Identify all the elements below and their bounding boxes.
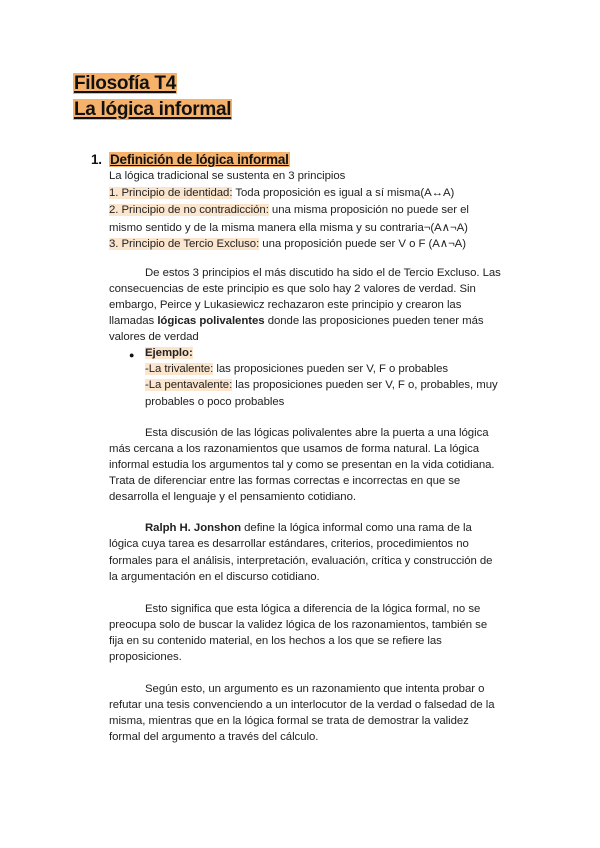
paragraph-line: desarrolla el lenguaje y el pensamiento cotidiano. — [109, 491, 356, 503]
paragraph-line: formales para el análisis, interpretación, evaluación, crítica y construcción de — [109, 555, 493, 567]
paragraph-line: Esta discusión de las lógicas polivalentes abre la puerta a una lógica — [145, 427, 489, 439]
paragraph-line: formal del argumento a través del cálculo. — [109, 731, 319, 743]
principle-2-continued: mismo sentido y de la misma manera ella misma y su contraria¬(A∧¬A) — [109, 222, 468, 234]
principle-1: 1. Principio de identidad: Toda proposición es igual a sí misma(A↔A) — [109, 187, 455, 199]
example-item-2: -La pentavalente: las proposiciones pueden ser V, F o, probables, muy — [145, 379, 498, 391]
example-item-2-continued: probables o poco probables — [145, 396, 285, 408]
bullet-icon: ● — [129, 350, 135, 360]
example-label: Ejemplo: — [145, 347, 193, 359]
paragraph-line: misma, mientras que en la lógica formal se trata de demostrar la validez — [109, 715, 469, 727]
paragraph-line: la argumentación en el discurso cotidiano. — [109, 571, 320, 583]
document-subtitle: La lógica informal — [74, 99, 232, 120]
principle-3: 3. Principio de Tercio Excluso: una proposición puede ser V o F (A∧¬A) — [109, 238, 466, 250]
paragraph-line: llamadas lógicas polivalentes donde las proposiciones pueden tener más — [109, 315, 484, 327]
paragraph-line: consecuencias de este principio es que solo hay 2 valores de verdad. Sin — [109, 283, 476, 295]
paragraph-line: proposiciones. — [109, 651, 182, 663]
paragraph-line: lógica cuya tarea es desarrollar estándares, criterios, procedimientos no — [109, 538, 469, 550]
bold-term: lógicas polivalentes — [157, 315, 265, 327]
section-heading — [91, 152, 290, 167]
paragraph-line: valores de verdad — [109, 331, 199, 343]
paragraph-line: Esto significa que esta lógica a diferencia de la lógica formal, no se — [145, 603, 481, 615]
paragraph-line: Ralph H. Jonshon define la lógica informal como una rama de la — [145, 522, 472, 534]
paragraph-line: Según esto, un argumento es un razonamiento que intenta probar o — [145, 683, 485, 695]
section-heading-text: Definición de lógica informal — [110, 152, 289, 167]
paragraph-line: fija en su contenido material, en los hechos a los que se refiere las — [109, 635, 442, 647]
paragraph-line: embargo, Peirce y Lukasiewicz rechazaron este principio y crearon las — [109, 299, 462, 311]
paragraph-line: refutar una tesis convenciendo a un interlocutor de la verdad o falsedad de la — [109, 699, 495, 711]
document-title: Filosofía T4 — [74, 73, 176, 94]
principle-2: 2. Principio de no contradicción: una misma proposición no puede ser el — [109, 204, 469, 216]
paragraph-line: Trata de diferenciar entre las formas correctas e incorrectas en que se — [109, 475, 461, 487]
paragraph-line: De estos 3 principios el más discutido ha sido el de Tercio Excluso. Las — [145, 267, 501, 279]
author-name: Ralph H. Jonshon — [145, 522, 242, 534]
section-intro: La lógica tradicional se sustenta en 3 principios — [109, 170, 346, 182]
paragraph-line: preocupa solo de buscar la validez lógica de los razonamientos, también se — [109, 619, 488, 631]
section-number: 1. — [91, 152, 102, 167]
paragraph-line: informal estudia los argumentos tal y como se presentan en la vida cotidiana. — [109, 459, 495, 471]
paragraph-line: más cercana a los razonamientos que usamos de forma natural. La lógica — [109, 443, 480, 455]
example-item-1: -La trivalente: las proposiciones pueden ser V, F o probables — [145, 363, 448, 375]
